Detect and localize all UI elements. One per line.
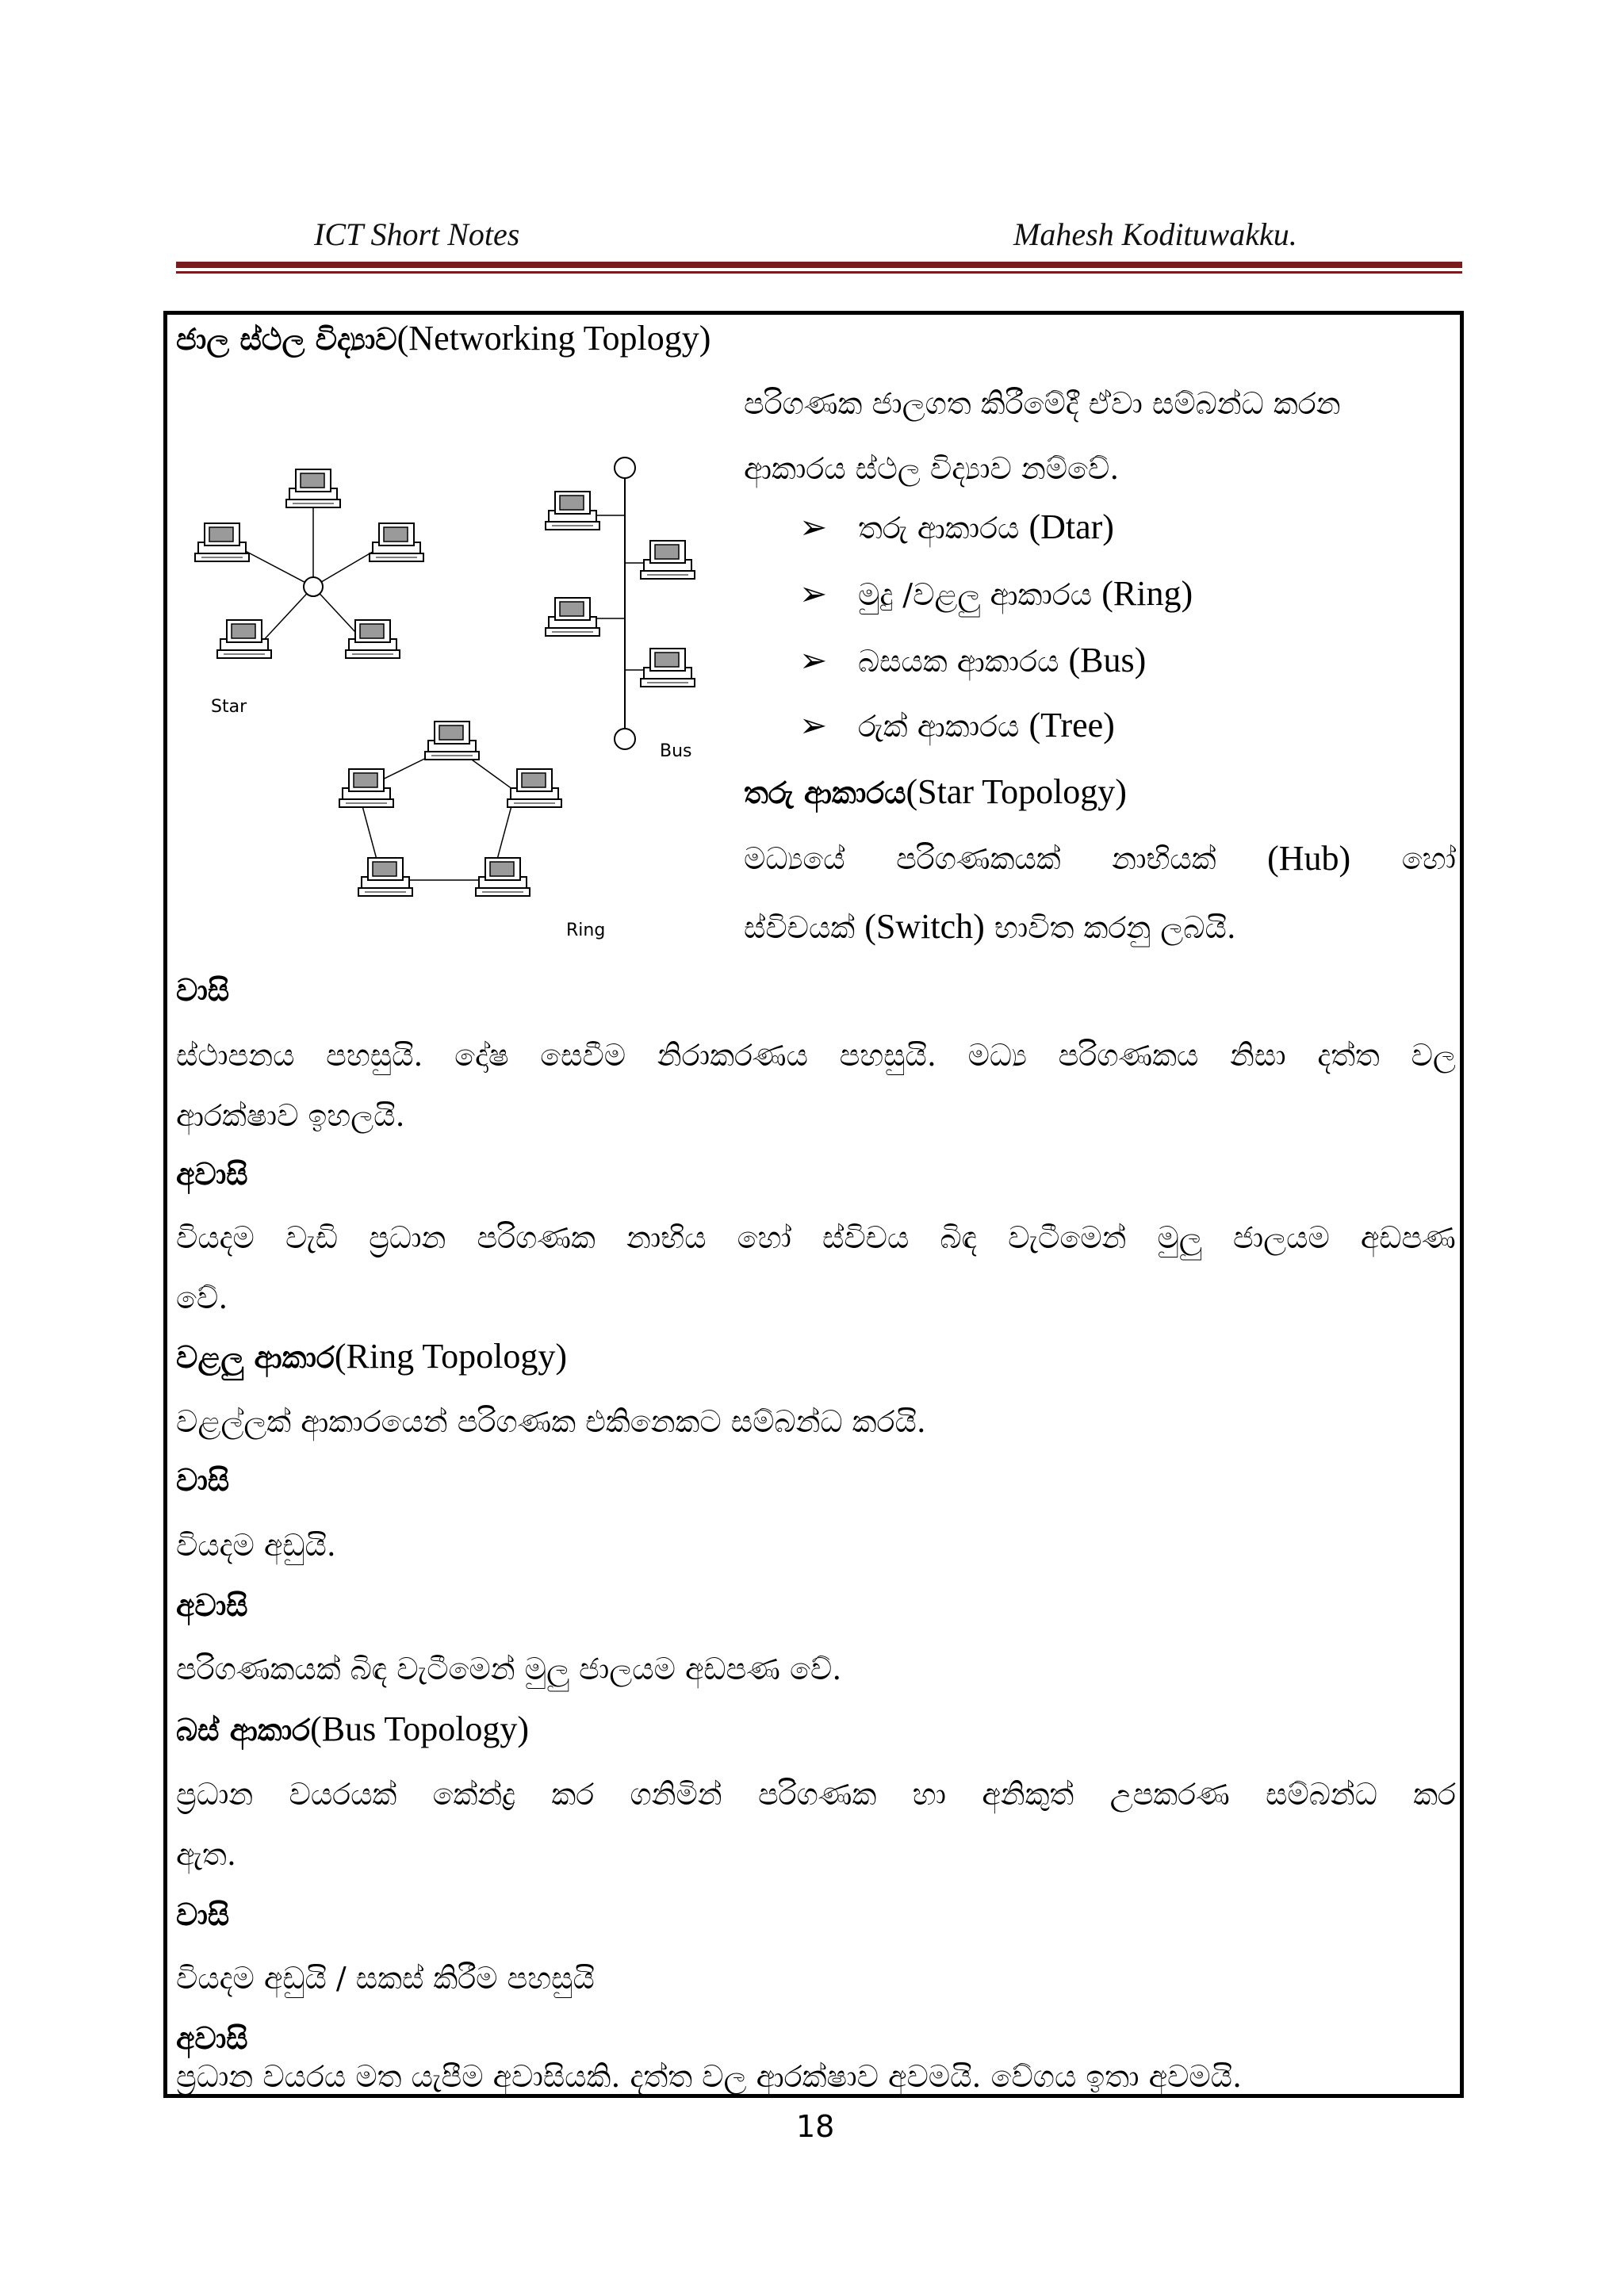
word: ජාලයම — [1232, 1220, 1330, 1255]
word: නිසා — [1229, 1038, 1286, 1073]
star-dis-line-2: වේ. — [176, 1280, 228, 1315]
bus-heading-si: බස් ආකාර — [176, 1712, 311, 1748]
bus-desc-line-2: ඇත. — [176, 1837, 236, 1872]
word: පරිගණක — [757, 1777, 877, 1812]
star-heading — [744, 772, 1127, 813]
list-item-si: තරු ආකාරය — [858, 511, 1020, 545]
word: හා — [912, 1777, 947, 1812]
star-dis-label: අවාසි — [176, 1156, 248, 1192]
ring-label: Ring — [566, 921, 606, 940]
word: මුලු — [1157, 1220, 1202, 1255]
word: ප්‍රධාන — [369, 1220, 446, 1255]
word: අඩපණ — [1360, 1220, 1456, 1255]
star-adv-line-2: ආරක්ෂාව ඉහලයි. — [176, 1098, 405, 1133]
star-heading-si: තරු ආකාරය — [744, 775, 906, 810]
topology-diagram — [182, 444, 737, 951]
star-adv-line-1 — [176, 1035, 1456, 1075]
ring-desc: වළල්ලක් ආකාරයෙන් පරිගණක එකිනෙකට සම්බන්ධ කරයි. — [176, 1404, 926, 1439]
word: කේන්ද්‍ර — [432, 1777, 516, 1812]
header-title: ICT Short Notes — [314, 216, 520, 252]
word: අනිකුත් — [982, 1777, 1074, 1812]
bus-heading — [176, 1709, 529, 1750]
word: ස්විචයක් — [744, 910, 856, 945]
bus-dis: ප්‍රධාන වයරය මත යැපීම අවාසියකි. දත්ත වල ආරක්ෂාව අවමයි. වේගය ඉතා අවමයි. — [176, 2059, 1243, 2094]
intro-line-1 — [744, 384, 1456, 423]
section-title-en: (Networking Toplogy) — [396, 319, 711, 358]
word: නාභිය — [626, 1220, 707, 1255]
header-rule — [176, 262, 1462, 268]
word: වයරයක් — [289, 1777, 397, 1812]
word: මධ්‍ය — [967, 1038, 1027, 1073]
word: හෝ — [737, 1220, 791, 1255]
star-network — [195, 469, 423, 717]
word: මධ්‍යයේ — [744, 841, 845, 876]
intro-line-2: ආකාරය ස්ථල විද්‍යාව නම්වේ. — [744, 451, 1120, 486]
list-item-en: (Dtar) — [1028, 507, 1114, 546]
word: වැටීමෙන් — [1008, 1220, 1127, 1255]
word: ගනිමින් — [630, 1777, 722, 1812]
word: භාවිත කරනු ලබයි. — [994, 910, 1236, 945]
star-desc-line-1 — [744, 839, 1456, 879]
list-item-si: බසයක ආකාරය — [858, 644, 1059, 679]
star-adv-label: වාසි — [176, 972, 230, 1008]
word: වල — [1411, 1038, 1456, 1073]
word: ප්‍රධාන — [176, 1777, 254, 1812]
word: පරිගණකය — [1058, 1038, 1199, 1073]
word: හෝ — [1401, 841, 1456, 876]
word: දෝෂ — [454, 1038, 509, 1073]
arrow-bullet-icon: ➢ — [799, 574, 828, 613]
arrow-bullet-icon: ➢ — [799, 507, 828, 546]
word: පරිගණකයක් — [896, 841, 1061, 876]
page-number: 18 — [796, 2109, 835, 2144]
word: උපකරණ — [1109, 1777, 1230, 1812]
word: කර — [1413, 1777, 1456, 1812]
word: කර — [551, 1777, 595, 1812]
section-title — [176, 319, 710, 359]
word: නිරාකරණය — [657, 1038, 808, 1073]
bus-heading-en: (Bus Topology) — [310, 1709, 530, 1748]
list-item — [858, 574, 1193, 614]
word: සම්බන්ධ — [1266, 1777, 1377, 1812]
star-desc-line-2 — [744, 907, 1236, 947]
ring-adv: වියදම අඩුයි. — [176, 1528, 336, 1563]
star-label: Star — [211, 697, 247, 717]
word: දත්ත — [1317, 1038, 1380, 1073]
bus-dis-label: අවාසි — [176, 2020, 248, 2056]
ring-heading-si: වළලු ආකාර — [176, 1339, 335, 1375]
ring-network — [339, 722, 605, 940]
ring-dis-label: අවාසි — [176, 1587, 248, 1623]
word: සෙවීම — [540, 1038, 626, 1073]
ring-dis: පරිගණකයක් බිඳ වැටීමෙන් මුලු ජාලයම අඩපණ වේ. — [176, 1652, 842, 1686]
word: නාභියක් — [1112, 841, 1216, 876]
list-item-si: මුදු /වළලු ආකාරය — [858, 577, 1093, 612]
word: බිඳ — [940, 1220, 977, 1255]
topology-diagram-svg — [182, 444, 737, 951]
word: පරිගණක — [477, 1220, 596, 1255]
list-item-en: (Tree) — [1028, 706, 1115, 745]
list-item — [858, 641, 1146, 681]
word: ස්විචය — [822, 1220, 910, 1255]
bus-network — [546, 457, 695, 761]
ring-adv-label: වාසි — [176, 1462, 230, 1498]
list-item — [858, 706, 1115, 746]
word: (Hub) — [1267, 839, 1351, 878]
header-rule-thin — [176, 271, 1462, 274]
word: පහසුයි. — [839, 1038, 936, 1073]
star-dis-line-1 — [176, 1218, 1456, 1258]
ring-heading — [176, 1337, 567, 1377]
word: වියදම — [176, 1220, 255, 1255]
bus-label: Bus — [660, 741, 692, 761]
section-title-si: ජාල ස්ථල විද්‍යාව — [176, 321, 397, 357]
word: (Switch) — [864, 907, 985, 946]
list-item-en: (Ring) — [1101, 574, 1193, 613]
bus-adv-label: වාසි — [176, 1897, 230, 1932]
bus-adv: වියදම අඩුයි / සකස් කිරීම පහසුයි — [176, 1961, 595, 1996]
arrow-bullet-icon: ➢ — [799, 641, 828, 679]
header-author: Mahesh Kodituwakku. — [1013, 216, 1297, 252]
list-item-si: රුක් ආකාරය — [858, 709, 1020, 744]
word: වැඩි — [285, 1220, 339, 1255]
list-item-en: (Bus) — [1068, 641, 1147, 679]
bus-desc-line-1 — [176, 1774, 1456, 1814]
arrow-bullet-icon: ➢ — [799, 706, 828, 745]
star-heading-en: (Star Topology) — [906, 772, 1127, 811]
ring-heading-en: (Ring Topology) — [334, 1337, 568, 1376]
intro-text-1: පරිගණක ජාලගත කිරීමේදී ඒවා සම්බන්ධ කරන — [744, 386, 1341, 421]
word: පහසුයි. — [326, 1038, 423, 1073]
word: ස්ථාපනය — [176, 1038, 295, 1073]
list-item — [858, 507, 1114, 548]
